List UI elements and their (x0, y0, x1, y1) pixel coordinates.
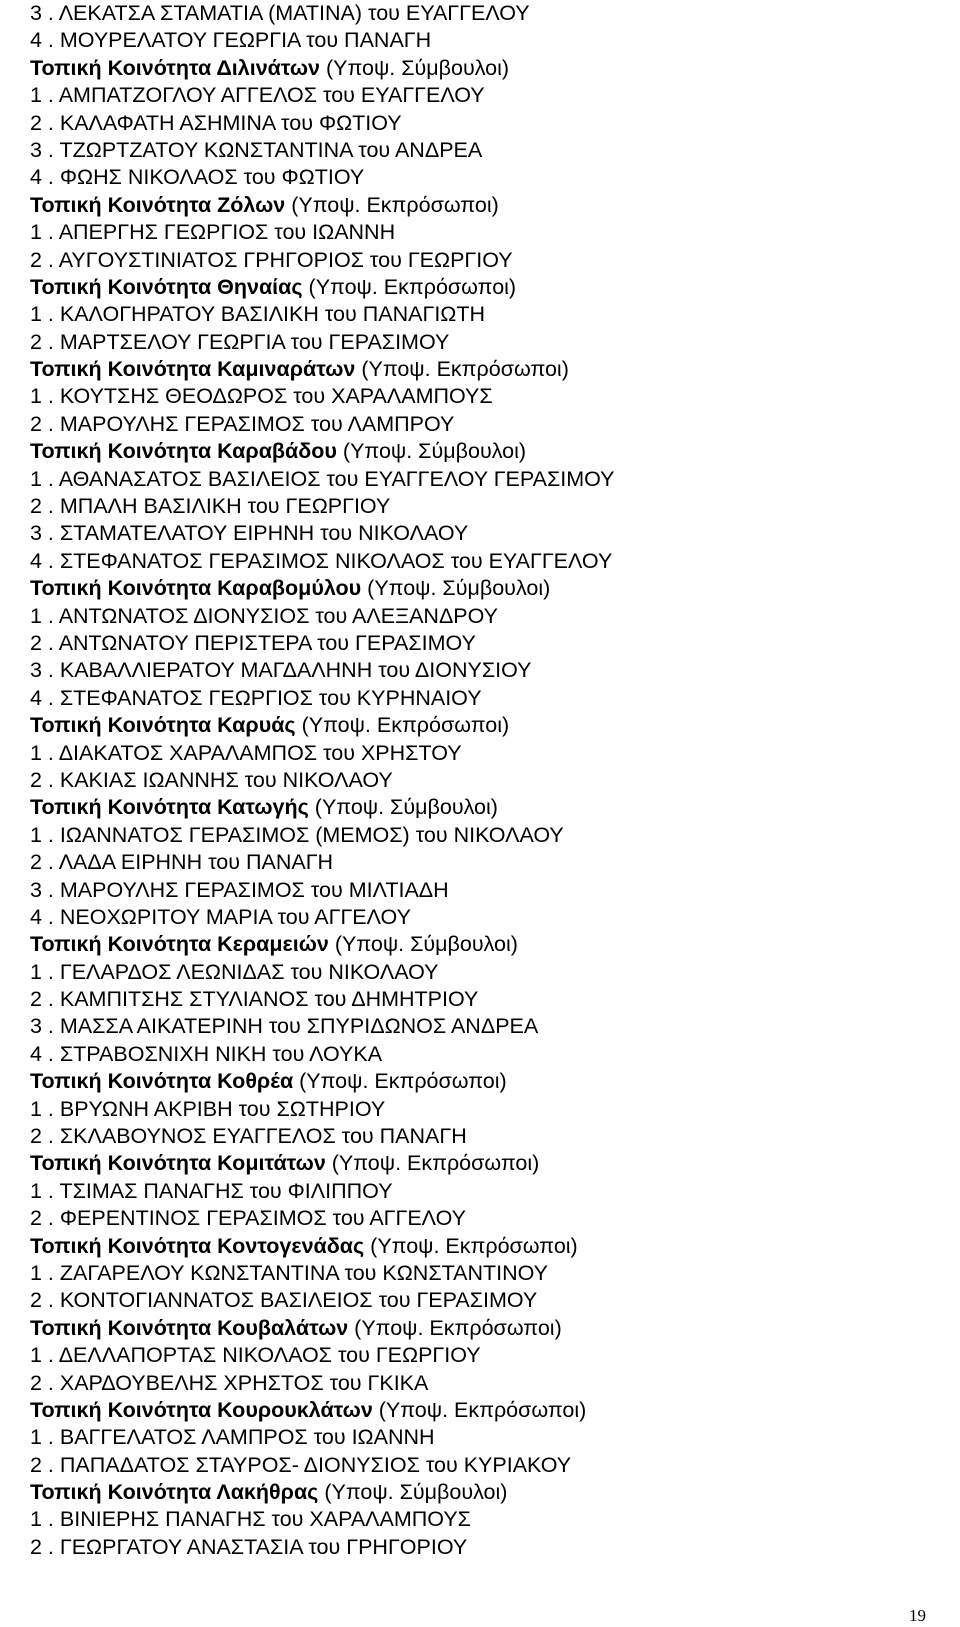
candidate-entry: 1 . ΑΝΤΩΝΑΤΟΣ ΔΙΟΝΥΣΙΟΣ του ΑΛΕΞΑΝΔΡΟΥ (30, 603, 499, 628)
candidate-entry: 3 . ΤΖΩΡΤΖΑΤΟΥ ΚΩΝΣΤΑΝΤΙΝΑ του ΑΝΔΡΕΑ (30, 137, 483, 162)
candidate-type: (Υποψ. Σύμβουλοι) (336, 439, 527, 464)
candidate-entry: 1 . ΒΡΥΩΝΗ ΑΚΡΙΒΗ του ΣΩΤΗΡΙΟΥ (30, 1096, 386, 1121)
community-name: Τοπική Κοινότητα Καρυάς (30, 713, 296, 738)
candidate-entry: 2 . ΜΠΑΛΗ ΒΑΣΙΛΙΚΗ του ΓΕΩΡΓΙΟΥ (30, 494, 391, 519)
community-heading (30, 931, 930, 958)
candidate-type: (Υποψ. Σύμβουλοι) (318, 1480, 508, 1505)
community-heading (30, 438, 930, 465)
community-heading (30, 1068, 930, 1095)
community-name: Τοπική Κοινότητα Ζόλων (30, 192, 286, 217)
candidate-type: (Υποψ. Σύμβουλοι) (361, 576, 551, 601)
candidate-entry: 3 . ΚΑΒΑΛΛΙΕΡΑΤΟΥ ΜΑΓΔΑΛΗΝΗ του ΔΙΟΝΥΣΙΟΥ (30, 658, 532, 683)
community-name: Τοπική Κοινότητα Κεραμειών (30, 932, 329, 957)
candidate-entry: 2 . ΧΑΡΔΟΥΒΕΛΗΣ ΧΡΗΣΤΟΣ του ΓΚΙΚΑ (30, 1370, 429, 1395)
community-name: Τοπική Κοινότητα Κουβαλάτων (30, 1315, 349, 1340)
candidate-type: (Υποψ. Εκπρόσωποι) (302, 274, 517, 299)
candidate-entry: 1 . ΚΟΥΤΣΗΣ ΘΕΟΔΩΡΟΣ του ΧΑΡΑΛΑΜΠΟΥΣ (30, 384, 493, 409)
candidate-entry: 1 . ΑΠΕΡΓΗΣ ΓΕΩΡΓΙΟΣ του ΙΩΑΝΝΗ (30, 220, 396, 245)
candidate-entry: 3 . ΛΕΚΑΤΣΑ ΣΤΑΜΑΤΙΑ (ΜΑΤΙΝΑ) του ΕΥΑΓΓΕΛΟΥ (30, 1, 530, 25)
community-name: Τοπική Κοινότητα Κατωγής (30, 795, 309, 820)
candidate-entry: 4 . ΣΤΡΑΒΟΣΝΙΧΗ ΝΙΚΗ του ΛΟΥΚΑ (30, 1041, 383, 1066)
candidate-entry: 2 . ΓΕΩΡΓΑΤΟΥ ΑΝΑΣΤΑΣΙΑ του ΓΡΗΓΟΡΙΟΥ (30, 1534, 468, 1559)
candidate-entry: 3 . ΜΑΡΟΥΛΗΣ ΓΕΡΑΣΙΜΟΣ του ΜΙΛΤΙΑΔΗ (30, 877, 449, 902)
candidate-entry: 4 . ΜΟΥΡΕΛΑΤΟΥ ΓΕΩΡΓΙΑ του ΠΑΝΑΓΗ (30, 28, 432, 53)
candidate-entry: 2 . ΚΑΜΠΙΤΣΗΣ ΣΤΥΛΙΑΝΟΣ του ΔΗΜΗΤΡΙΟΥ (30, 987, 479, 1012)
candidate-type: (Υποψ. Εκπρόσωποι) (348, 1315, 562, 1340)
community-heading (30, 1397, 930, 1424)
candidate-type: (Υποψ. Εκπρόσωποι) (364, 1233, 578, 1258)
community-name: Τοπική Κοινότητα Διλινάτων (30, 55, 320, 80)
community-heading (30, 575, 930, 602)
candidate-entry: 4 . ΣΤΕΦΑΝΑΤΟΣ ΓΕΡΑΣΙΜΟΣ ΝΙΚΟΛΑΟΣ του ΕΥΑΓΓΕΛΟΥ (30, 548, 613, 573)
candidate-type: (Υποψ. Εκπρόσωποι) (355, 357, 569, 382)
community-heading (30, 1479, 930, 1506)
candidate-entry: 2 . ΑΝΤΩΝΑΤΟΥ ΠΕΡΙΣΤΕΡΑ του ΓΕΡΑΣΙΜΟΥ (30, 630, 476, 655)
community-heading (30, 1233, 930, 1260)
community-heading (30, 356, 930, 383)
candidate-entry: 1 . ΔΕΛΛΑΠΟΡΤΑΣ ΝΙΚΟΛΑΟΣ του ΓΕΩΡΓΙΟΥ (30, 1343, 481, 1368)
candidate-entry: 2 . ΚΑΚΙΑΣ ΙΩΑΝΝΗΣ του ΝΙΚΟΛΑΟΥ (30, 767, 393, 792)
candidate-entry: 3 . ΣΤΑΜΑΤΕΛΑΤΟΥ ΕΙΡΗΝΗ του ΝΙΚΟΛΑΟΥ (30, 521, 469, 546)
candidate-entry: 3 . ΜΑΣΣΑ ΑΙΚΑΤΕΡΙΝΗ του ΣΠΥΡΙΔΩΝΟΣ ΑΝΔΡΕΑ (30, 1014, 539, 1039)
candidate-entry: 1 . ΤΣΙΜΑΣ ΠΑΝΑΓΗΣ του ΦΙΛΙΠΠΟΥ (30, 1178, 393, 1203)
candidate-entry: 1 . ΚΑΛΟΓΗΡΑΤΟΥ ΒΑΣΙΛΙΚΗ του ΠΑΝΑΓΙΩΤΗ (30, 302, 486, 327)
community-name: Τοπική Κοινότητα Καμιναράτων (30, 357, 356, 382)
candidate-entry: 1 . ΑΜΠΑΤΖΟΓΛΟΥ ΑΓΓΕΛΟΣ του ΕΥΑΓΓΕΛΟΥ (30, 83, 485, 108)
candidate-type: (Υποψ. Εκπρόσωποι) (285, 192, 499, 217)
candidate-type: (Υποψ. Σύμβουλοι) (308, 795, 498, 820)
community-heading (30, 1315, 930, 1342)
community-heading (30, 712, 930, 739)
candidate-type: (Υποψ. Εκπρόσωποι) (295, 713, 510, 738)
candidate-type: (Υποψ. Εκπρόσωποι) (325, 1151, 540, 1176)
community-heading (30, 794, 930, 821)
candidate-entry: 1 . ΖΑΓΑΡΕΛΟΥ ΚΩΝΣΤΑΝΤΙΝΑ του ΚΩΝΣΤΑΝΤΙΝΟΥ (30, 1260, 549, 1285)
community-heading (30, 1150, 930, 1177)
community-name: Τοπική Κοινότητα Κοθρέα (30, 1069, 294, 1094)
community-name: Τοπική Κοινότητα Κουρουκλάτων (30, 1397, 373, 1422)
community-name: Τοπική Κοινότητα Κοντογενάδας (30, 1233, 365, 1258)
candidate-entry: 1 . ΔΙΑΚΑΤΟΣ ΧΑΡΑΛΑΜΠΟΣ του ΧΡΗΣΤΟΥ (30, 740, 462, 765)
candidate-entry: 2 . ΑΥΓΟΥΣΤΙΝΙΑΤΟΣ ΓΡΗΓΟΡΙΟΣ του ΓΕΩΡΓΙΟΥ (30, 247, 513, 272)
candidate-entry: 2 . ΣΚΛΑΒΟΥΝΟΣ ΕΥΑΓΓΕΛΟΣ του ΠΑΝΑΓΗ (30, 1124, 467, 1149)
candidate-entry: 2 . ΜΑΡΟΥΛΗΣ ΓΕΡΑΣΙΜΟΣ του ΛΑΜΠΡΟΥ (30, 411, 455, 436)
page-number: 19 (909, 1606, 926, 1625)
candidate-type: (Υποψ. Σύμβουλοι) (320, 55, 510, 80)
community-name: Τοπική Κοινότητα Καραβομύλου (30, 576, 362, 601)
candidate-entry: 2 . ΚΑΛΑΦΑΤΗ ΑΣΗΜΙΝΑ του ΦΩΤΙΟΥ (30, 110, 402, 135)
candidate-entry: 1 . ΒΙΝΙΕΡΗΣ ΠΑΝΑΓΗΣ του ΧΑΡΑΛΑΜΠΟΥΣ (30, 1507, 471, 1532)
community-heading (30, 192, 930, 219)
candidate-type: (Υποψ. Εκπρόσωποι) (372, 1397, 587, 1422)
candidate-list (30, 0, 930, 1561)
community-name: Τοπική Κοινότητα Θηναίας (30, 274, 303, 299)
community-name: Τοπική Κοινότητα Καραβάδου (30, 439, 337, 464)
candidate-type: (Υποψ. Σύμβουλοι) (328, 932, 518, 957)
candidate-entry: 4 . ΣΤΕΦΑΝΑΤΟΣ ΓΕΩΡΓΙΟΣ του ΚΥΡΗΝΑΙΟΥ (30, 685, 482, 710)
candidate-type: (Υποψ. Εκπρόσωποι) (293, 1069, 507, 1094)
candidate-entry: 2 . ΚΟΝΤΟΓΙΑΝΝΑΤΟΣ ΒΑΣΙΛΕΙΟΣ του ΓΕΡΑΣΙΜΟΥ (30, 1288, 538, 1313)
community-name: Τοπική Κοινότητα Κομιτάτων (30, 1151, 326, 1176)
candidate-entry: 1 . ΑΘΑΝΑΣΑΤΟΣ ΒΑΣΙΛΕΙΟΣ του ΕΥΑΓΓΕΛΟΥ ΓΕΡΑΣΙΜΟΥ (30, 466, 615, 491)
candidate-entry: 4 . ΝΕΟΧΩΡΙΤΟΥ ΜΑΡΙΑ του ΑΓΓΕΛΟΥ (30, 904, 411, 929)
community-heading (30, 274, 930, 301)
candidate-entry: 2 . ΠΑΠΑΔΑΤΟΣ ΣΤΑΥΡΟΣ- ΔΙΟΝΥΣΙΟΣ του ΚΥΡΙΑΚΟΥ (30, 1452, 572, 1477)
community-heading (30, 55, 930, 82)
candidate-entry: 2 . ΛΑΔΑ ΕΙΡΗΝΗ του ΠΑΝΑΓΗ (30, 850, 334, 875)
candidate-entry: 2 . ΜΑΡΤΣΕΛΟΥ ΓΕΩΡΓΙΑ του ΓΕΡΑΣΙΜΟΥ (30, 329, 450, 354)
candidate-entry: 4 . ΦΩΗΣ ΝΙΚΟΛΑΟΣ του ΦΩΤΙΟΥ (30, 165, 365, 190)
candidate-entry: 1 . ΒΑΓΓΕΛΑΤΟΣ ΛΑΜΠΡΟΣ του ΙΩΑΝΝΗ (30, 1425, 435, 1450)
candidate-entry: 1 . ΙΩΑΝΝΑΤΟΣ ΓΕΡΑΣΙΜΟΣ (ΜΕΜΟΣ) του ΝΙΚΟΛΑΟΥ (30, 822, 564, 847)
community-name: Τοπική Κοινότητα Λακήθρας (30, 1480, 319, 1505)
candidate-entry: 1 . ΓΕΛΑΡΔΟΣ ΛΕΩΝΙΔΑΣ του ΝΙΚΟΛΑΟΥ (30, 959, 439, 984)
candidate-entry: 2 . ΦΕΡΕΝΤΙΝΟΣ ΓΕΡΑΣΙΜΟΣ του ΑΓΓΕΛΟΥ (30, 1206, 466, 1231)
